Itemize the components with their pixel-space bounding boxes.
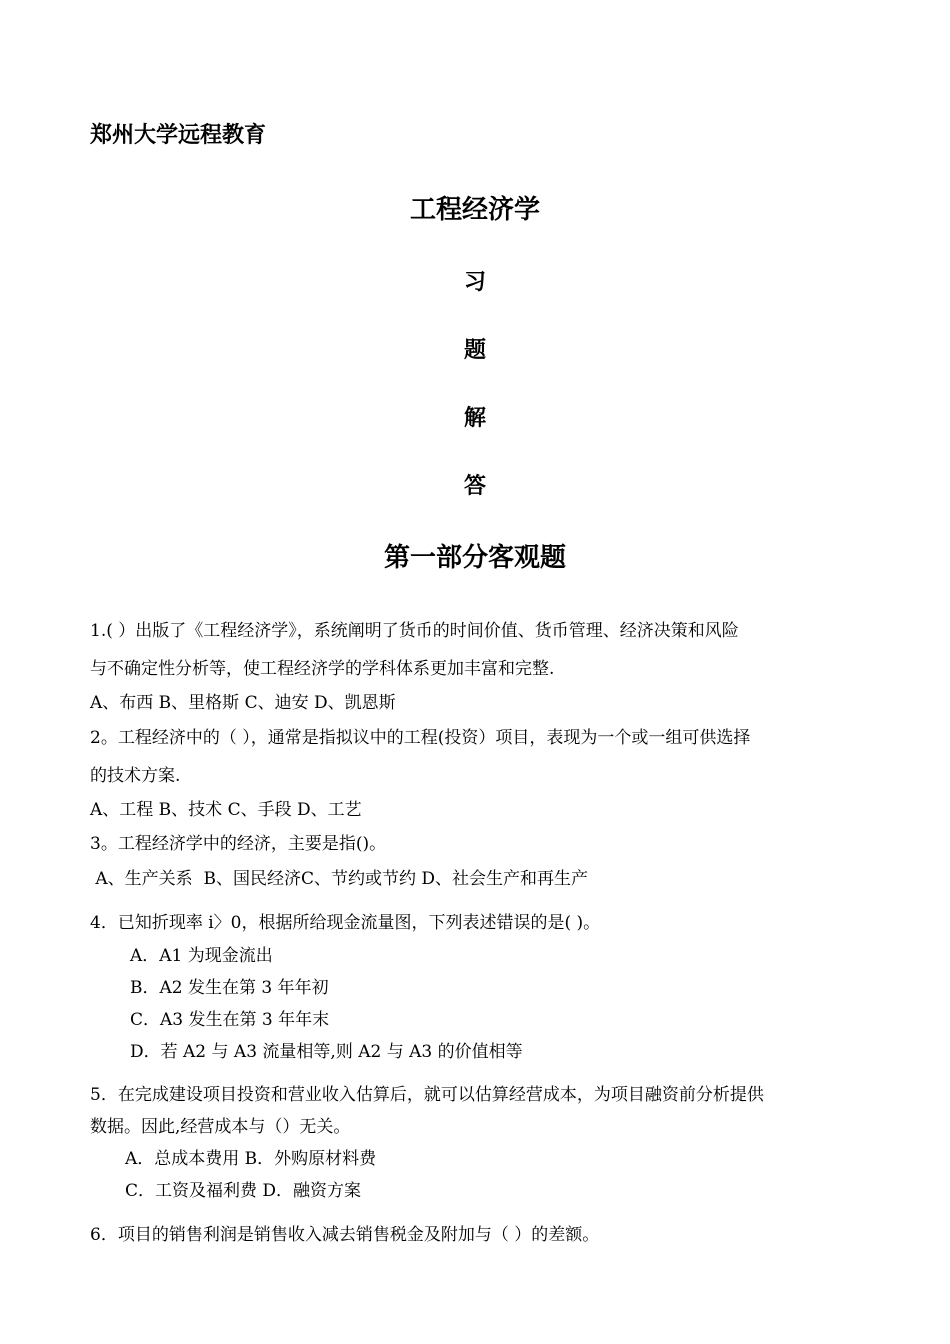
question-5-line-2: 数据。因此,经营成本与（）无关。 (90, 1117, 351, 1137)
question-5-line-1: 5．在完成建设项目投资和营业收入估算后，就可以估算经营成本，为项目融资前分析提供 (90, 1085, 764, 1105)
course-title: 工程经济学 (409, 195, 540, 225)
question-1-line-1: 1.( ）出版了《工程经济学》，系统阐明了货币的时间价值、货币管理、经济决策和风险 (90, 621, 739, 641)
question-3-line-1: 3。工程经济学中的经济，主要是指()。 (90, 834, 387, 854)
question-1-line-2: 与不确定性分析等，使工程经济学的学科体系更加丰富和完整. (90, 659, 555, 679)
section-heading: 第一部分客观题 (383, 543, 566, 573)
question-4-option-d: D．若 A2 与 A3 流量相等,则 A2 与 A3 的价值相等 (130, 1042, 523, 1062)
subtitle-char-4: 答 (463, 474, 486, 499)
question-4-option-b: B．A2 发生在第 3 年年初 (130, 978, 329, 998)
question-3-options: A、生产关系 B、国民经济C、节约或节约 D、社会生产和再生产 (90, 869, 589, 889)
question-4-option-c: C．A3 发生在第 3 年年末 (130, 1010, 330, 1030)
subtitle-char-2: 题 (463, 338, 486, 363)
question-1-options: A、布西 B、里格斯 C、迪安 D、凯恩斯 (90, 693, 396, 713)
question-2-line-2: 的技术方案. (90, 766, 181, 786)
question-2-options: A、工程 B、技术 C、手段 D、工艺 (90, 800, 362, 820)
subtitle-char-1: 习 (463, 270, 486, 295)
question-2-line-1: 2。工程经济中的（ ），通常是指拟议中的工程(投资）项目，表现为一个或一组可供选择 (90, 728, 751, 748)
question-4-option-a: A．A1 为现金流出 (130, 946, 273, 966)
question-4-line-1: 4．已知折现率 i〉0，根据所给现金流量图，下列表述错误的是( )。 (90, 913, 601, 933)
question-6-line-1: 6．项目的销售利润是销售收入减去销售税金及附加与（ ）的差额。 (90, 1225, 600, 1245)
subtitle-char-3: 解 (463, 406, 486, 431)
question-5-options-cd: C．工资及福利费 D．融资方案 (125, 1181, 362, 1201)
organization-name: 郑州大学远程教育 (90, 123, 267, 148)
question-5-options-ab: A．总成本费用 B．外购原材料费 (125, 1149, 377, 1169)
